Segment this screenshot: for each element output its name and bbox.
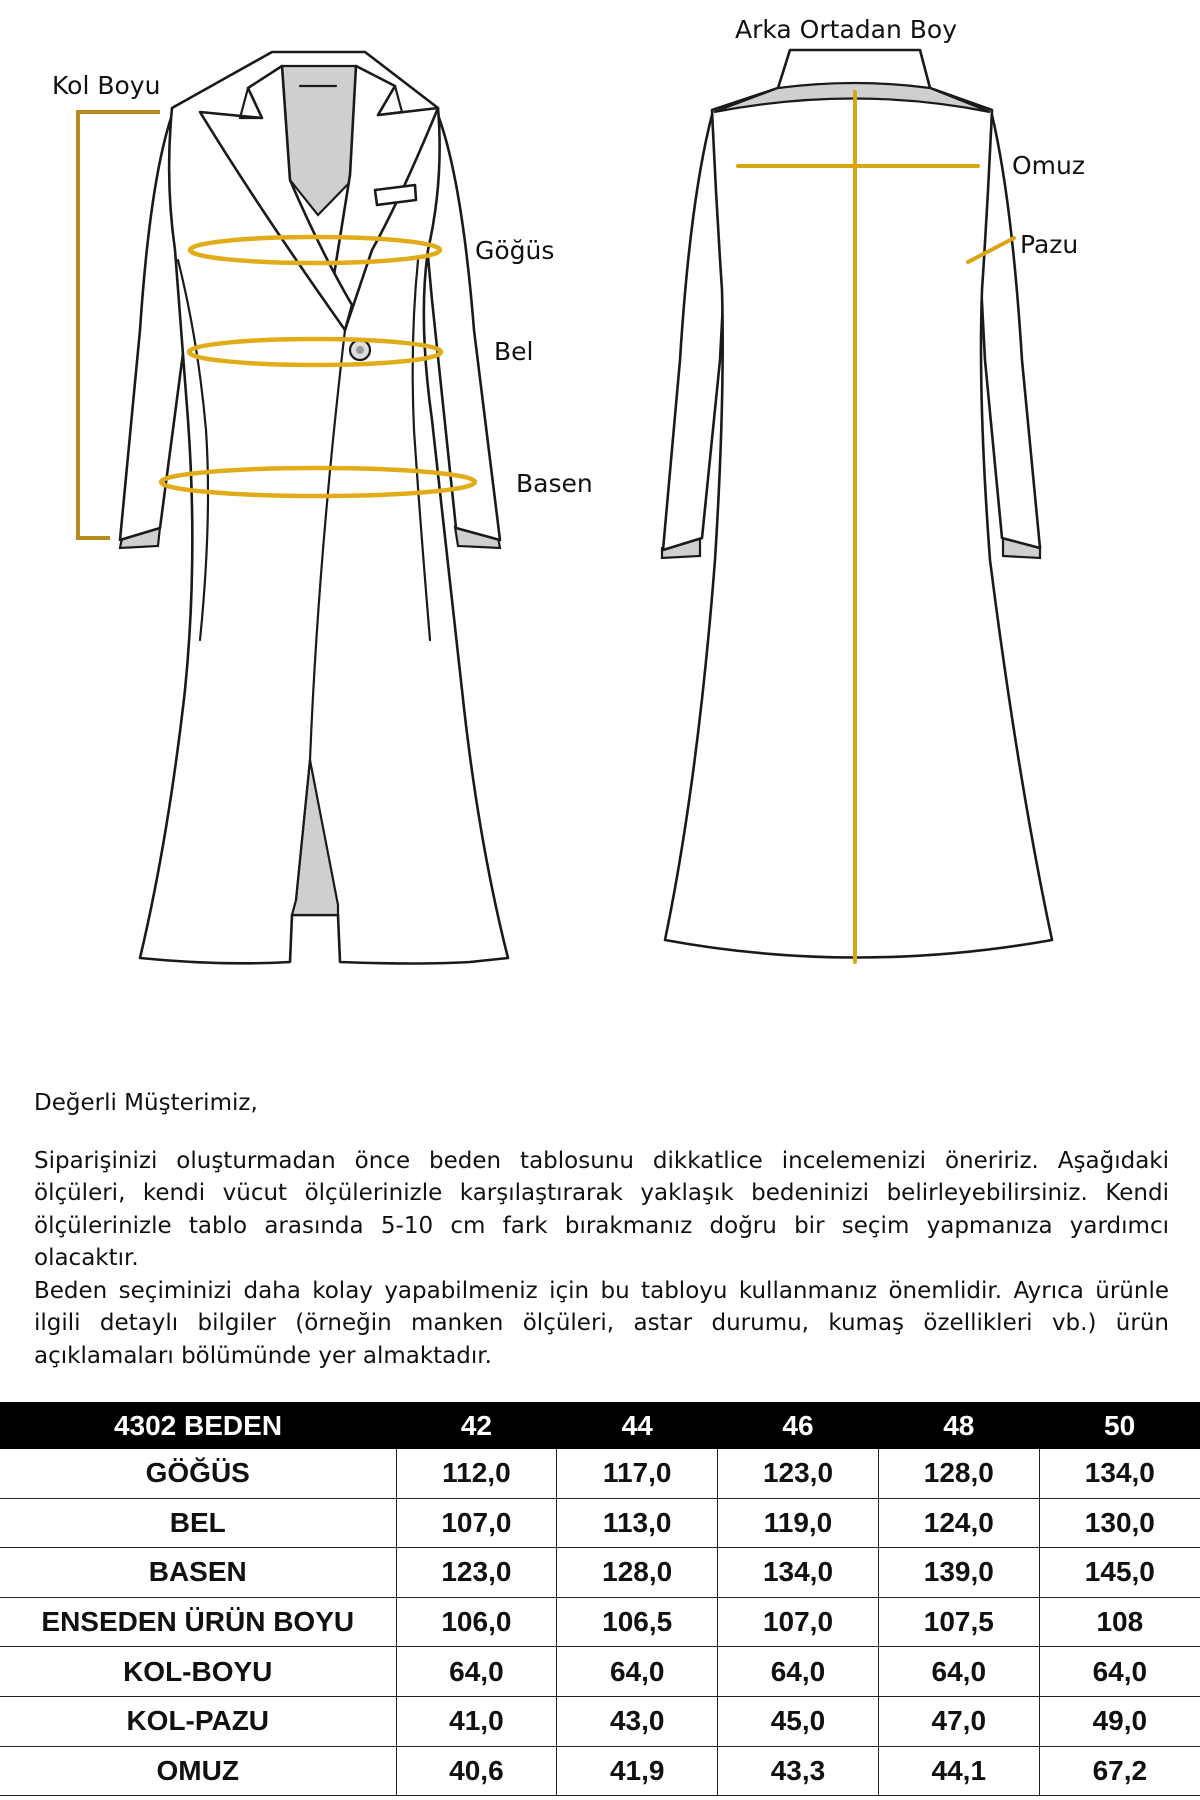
breast-pocket: [375, 185, 416, 205]
header-size-50: 50: [1039, 1402, 1200, 1449]
table-cell: 44,1: [878, 1746, 1039, 1796]
table-row: [0, 1449, 1200, 1498]
table-cell: 145,0: [1039, 1548, 1200, 1598]
table-cell: 139,0: [878, 1548, 1039, 1598]
row-label: BEL: [0, 1498, 396, 1548]
table-cell: 43,0: [557, 1696, 718, 1746]
table-cell: 123,0: [396, 1548, 557, 1598]
table-row: [0, 1548, 1200, 1598]
table-cell: 107,0: [718, 1597, 879, 1647]
table-cell: 64,0: [718, 1647, 879, 1697]
label-sleeve-length: Kol Boyu: [52, 71, 161, 100]
table-cell: 134,0: [718, 1548, 879, 1598]
greeting: Değerli Müşterimiz,: [34, 1090, 258, 1116]
size-table-header-row: [0, 1402, 1200, 1449]
table-cell: 41,0: [396, 1696, 557, 1746]
label-hip: Basen: [516, 469, 593, 498]
table-cell: 117,0: [557, 1449, 718, 1498]
table-cell: 106,0: [396, 1597, 557, 1647]
label-bicep: Pazu: [1020, 230, 1079, 259]
table-row: [0, 1746, 1200, 1796]
table-cell: 43,3: [718, 1746, 879, 1796]
table-cell: 67,2: [1039, 1746, 1200, 1796]
table-row: [0, 1647, 1200, 1697]
row-label: KOL-BOYU: [0, 1647, 396, 1697]
table-cell: 123,0: [718, 1449, 879, 1498]
table-cell: 49,0: [1039, 1696, 1200, 1746]
header-model-size: 4302 BEDEN: [0, 1402, 396, 1449]
table-row: [0, 1498, 1200, 1548]
table-cell: 40,6: [396, 1746, 557, 1796]
table-cell: 64,0: [396, 1647, 557, 1697]
row-label: BASEN: [0, 1548, 396, 1598]
table-cell: 113,0: [557, 1498, 718, 1548]
label-back-length: Arka Ortadan Boy: [735, 15, 957, 44]
label-shoulder: Omuz: [1012, 151, 1085, 180]
table-cell: 112,0: [396, 1449, 557, 1498]
label-chest: Göğüs: [475, 236, 555, 265]
table-cell: 106,5: [557, 1597, 718, 1647]
label-waist: Bel: [494, 337, 534, 366]
table-cell: 124,0: [878, 1498, 1039, 1548]
table-cell: 64,0: [1039, 1647, 1200, 1697]
table-cell: 64,0: [878, 1647, 1039, 1697]
row-label: KOL-PAZU: [0, 1696, 396, 1746]
table-cell: 107,0: [396, 1498, 557, 1548]
table-cell: 128,0: [878, 1449, 1039, 1498]
header-size-44: 44: [557, 1402, 718, 1449]
row-label: GÖĞÜS: [0, 1449, 396, 1498]
back-view: [662, 15, 1085, 962]
table-cell: 107,5: [878, 1597, 1039, 1647]
table-row: [0, 1597, 1200, 1647]
table-cell: 119,0: [718, 1498, 879, 1548]
front-view: [52, 52, 593, 964]
table-cell: 47,0: [878, 1696, 1039, 1746]
table-cell: 130,0: [1039, 1498, 1200, 1548]
row-label: OMUZ: [0, 1746, 396, 1796]
table-cell: 45,0: [718, 1696, 879, 1746]
row-label: ENSEDEN ÜRÜN BOYU: [0, 1597, 396, 1647]
table-cell: 128,0: [557, 1548, 718, 1598]
table-cell: 108: [1039, 1597, 1200, 1647]
header-size-48: 48: [878, 1402, 1039, 1449]
intro-paragraph-2: Beden seçiminizi daha kolay yapabilmeniz için bu tabloyu kullanmanız önemlidir. Ayrıca ürünle ilgili detaylı bilgiler (örneğin manken ölçüleri, astar durumu, kumaş özellikleri vb.) ürün açıklamaları bölümünde yer almaktadır.: [34, 1277, 1169, 1369]
table-cell: 134,0: [1039, 1449, 1200, 1498]
size-guide-intro: [34, 1087, 1169, 1372]
header-size-46: 46: [718, 1402, 879, 1449]
intro-paragraph-1: Siparişinizi oluşturmadan önce beden tablosunu dikkatlice incelemenizi öneririz. Aşağıdaki ölçüleri, kendi vücut ölçülerinizle karşılaştırarak yaklaşık bedeninizi belirleyebilirsiniz. Kendi ölçülerinizle tablo arasında 5-10 cm fark bırakmanız doğru bir seçim yapmanıza yardımcı olacaktır.: [34, 1147, 1169, 1271]
table-cell: 41,9: [557, 1746, 718, 1796]
size-table: [0, 1402, 1200, 1796]
table-row: [0, 1696, 1200, 1746]
header-size-42: 42: [396, 1402, 557, 1449]
table-cell: 64,0: [557, 1647, 718, 1697]
